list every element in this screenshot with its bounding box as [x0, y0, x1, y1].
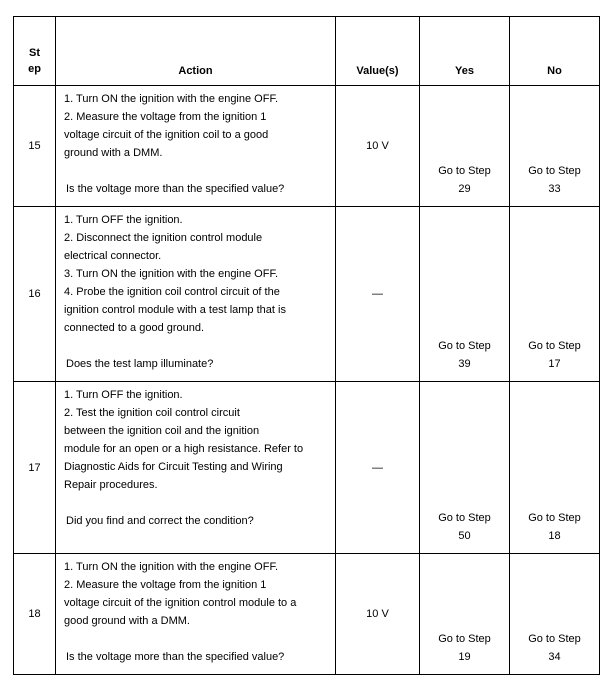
action-line: 2. Disconnect the ignition control module	[64, 232, 263, 244]
action-line: 1. Turn OFF the ignition.	[64, 389, 183, 401]
no-goto-step: 34	[548, 651, 561, 663]
no-goto-step: 17	[548, 358, 561, 370]
yes-goto-step: 19	[458, 651, 471, 663]
header-action: Action	[56, 17, 336, 86]
step-number: 18	[14, 554, 56, 675]
no-cell	[510, 554, 600, 675]
header-step-line1: St	[29, 47, 40, 59]
action-line: voltage circuit of the ignition control module to a	[64, 597, 297, 609]
action-cell	[56, 382, 336, 554]
yes-goto-label: Go to Step	[438, 165, 491, 177]
action-line: 1. Turn ON the ignition with the engine OFF.	[64, 93, 279, 105]
action-line: between the ignition coil and the ignition	[64, 425, 260, 437]
action-question: Is the voltage more than the specified value?	[66, 183, 285, 195]
header-step-line2: ep	[28, 63, 41, 75]
table-row	[14, 382, 600, 554]
yes-cell	[420, 382, 510, 554]
action-line: ground with a DMM.	[64, 147, 163, 159]
action-cell	[56, 554, 336, 675]
action-cell	[56, 86, 336, 207]
yes-goto-step: 29	[458, 183, 471, 195]
action-line: 2. Measure the voltage from the ignition 1	[64, 579, 267, 591]
header-yes: Yes	[420, 17, 510, 86]
no-goto-label: Go to Step	[528, 512, 581, 524]
no-goto-label: Go to Step	[528, 633, 581, 645]
yes-cell	[420, 207, 510, 382]
no-goto-step: 18	[548, 530, 561, 542]
yes-goto-step: 39	[458, 358, 471, 370]
action-line: 2. Test the ignition coil control circuit	[64, 407, 240, 419]
action-line: connected to a good ground.	[64, 322, 205, 334]
no-cell	[510, 86, 600, 207]
action-line: module for an open or a high resistance. Refer to	[64, 443, 304, 455]
value-cell: 10 V	[336, 554, 420, 675]
action-line: 4. Probe the ignition coil control circuit of the	[64, 286, 280, 298]
yes-goto-label: Go to Step	[438, 633, 491, 645]
value-cell: —	[336, 382, 420, 554]
no-cell	[510, 207, 600, 382]
step-number: 17	[14, 382, 56, 554]
yes-cell	[420, 86, 510, 207]
action-question: Did you find and correct the condition?	[66, 515, 254, 527]
action-line: ignition control module with a test lamp that is	[64, 304, 286, 316]
header-row	[14, 17, 600, 86]
table-row	[14, 554, 600, 675]
action-question: Is the voltage more than the specified value?	[66, 651, 285, 663]
yes-cell	[420, 554, 510, 675]
action-line: Diagnostic Aids for Circuit Testing and Wiring	[64, 461, 283, 473]
action-line: good ground with a DMM.	[64, 615, 190, 627]
yes-goto-label: Go to Step	[438, 340, 491, 352]
step-number: 16	[14, 207, 56, 382]
action-line: electrical connector.	[64, 250, 162, 262]
action-line: 1. Turn ON the ignition with the engine OFF.	[64, 561, 279, 573]
table-row	[14, 207, 600, 382]
no-goto-step: 33	[548, 183, 561, 195]
value-cell: 10 V	[336, 86, 420, 207]
value-cell: —	[336, 207, 420, 382]
action-line: voltage circuit of the ignition coil to a good	[64, 129, 269, 141]
table-row	[14, 86, 600, 207]
action-line: Repair procedures.	[64, 479, 158, 491]
step-number: 15	[14, 86, 56, 207]
no-cell	[510, 382, 600, 554]
action-line: 3. Turn ON the ignition with the engine OFF.	[64, 268, 279, 280]
yes-goto-step: 50	[458, 530, 471, 542]
action-cell	[56, 207, 336, 382]
action-question: Does the test lamp illuminate?	[66, 358, 214, 370]
header-no: No	[510, 17, 600, 86]
header-step	[14, 17, 56, 86]
no-goto-label: Go to Step	[528, 165, 581, 177]
no-goto-label: Go to Step	[528, 340, 581, 352]
header-values: Value(s)	[336, 17, 420, 86]
yes-goto-label: Go to Step	[438, 512, 491, 524]
diagnostic-table	[13, 16, 600, 675]
action-line: 1. Turn OFF the ignition.	[64, 214, 183, 226]
action-line: 2. Measure the voltage from the ignition 1	[64, 111, 267, 123]
